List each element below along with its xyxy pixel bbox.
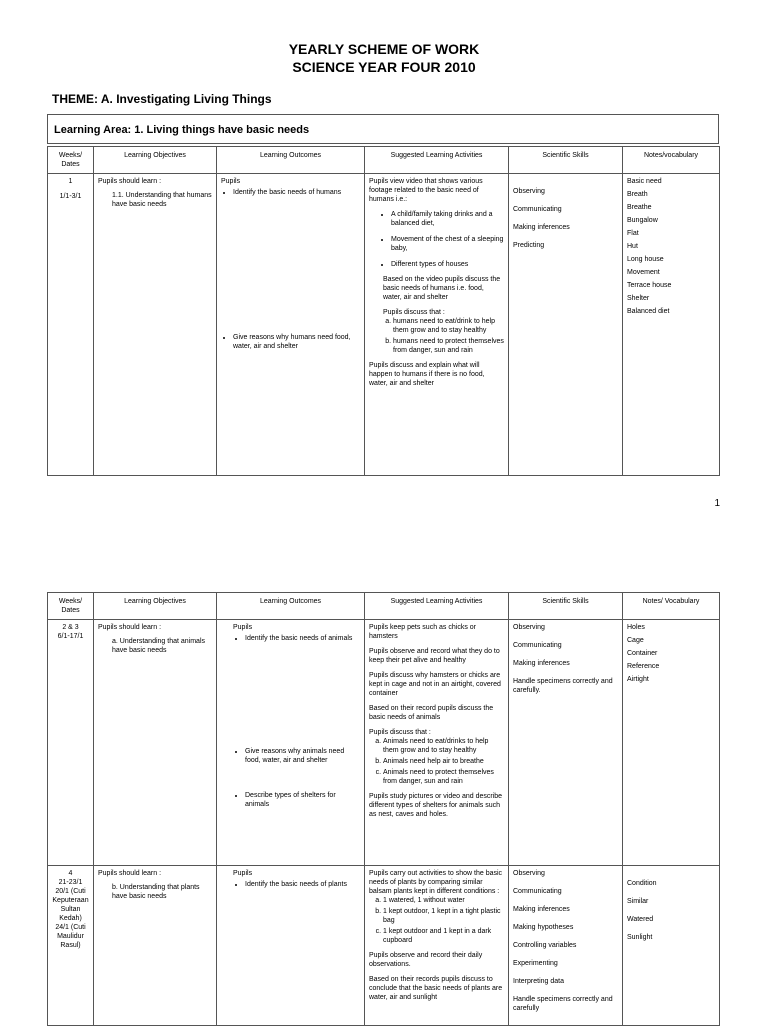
activity-item: b. humans need to protect themselves from danger, sun and rain xyxy=(393,337,504,355)
vocab-item: Cage xyxy=(627,637,644,644)
skill-item: Observing xyxy=(513,188,545,195)
activity-text: Pupils discuss that : xyxy=(369,729,431,736)
activities-cell xyxy=(365,620,509,866)
header-outcomes: Learning Outcomes xyxy=(217,593,365,620)
vocab-item: Airtight xyxy=(627,676,649,683)
vocab-item: Similar xyxy=(627,898,649,905)
skill-item: Interpreting data xyxy=(513,978,564,985)
activity-text: Pupils view video that shows various footage related to the basic need of humans i.e.: xyxy=(369,178,483,203)
activities-cell xyxy=(365,174,509,476)
header-objectives: Learning Objectives xyxy=(94,593,217,620)
table-row xyxy=(48,174,720,476)
activities-cell xyxy=(365,866,509,1026)
activity-text: Pupils discuss that : xyxy=(383,309,445,316)
activity-item: c. Animals need to protect themselves from danger, sun and rain xyxy=(383,768,504,786)
objective-item: b. Understanding that plants have basic needs xyxy=(112,884,200,900)
skills-cell xyxy=(509,174,623,476)
document-subtitle: SCIENCE YEAR FOUR 2010 xyxy=(292,59,476,75)
header-objectives: Learning Objectives xyxy=(94,147,217,174)
table-header-row xyxy=(48,593,720,620)
header-skills: Scientific Skills xyxy=(509,593,623,620)
skill-item: Making inferences xyxy=(513,660,570,667)
vocab-item: Flat xyxy=(627,230,639,237)
header-notes: Notes/ Vocabulary xyxy=(623,593,720,620)
vocab-item: Sunlight xyxy=(627,934,653,941)
header-activities: Suggested Learning Activities xyxy=(365,593,509,620)
outcome-intro: Pupils xyxy=(233,624,253,631)
outcomes-cell xyxy=(217,866,365,1026)
vocab-item: Terrace house xyxy=(627,282,672,289)
objectives-cell xyxy=(94,620,217,866)
week-number: 2 & 3 xyxy=(62,624,79,631)
activity-item: • Movement of the chest of a sleeping baby, xyxy=(391,235,504,253)
outcome-item: • Give reasons why animals need food, water, air and shelter xyxy=(245,747,360,765)
vocab-item: Container xyxy=(627,650,658,657)
week-number: 1 xyxy=(68,178,73,185)
objective-intro: Pupils should learn : xyxy=(98,870,162,877)
outcomes-cell xyxy=(217,620,365,866)
objective-item: 1.1. Understanding that humans have basic needs xyxy=(112,192,212,208)
scheme-table-page-1 xyxy=(47,146,720,476)
vocab-item: Hut xyxy=(627,243,638,250)
vocab-item: Breath xyxy=(627,191,648,198)
skills-cell xyxy=(509,866,623,1026)
skill-item: Making inferences xyxy=(513,906,570,913)
skill-item: Making hypotheses xyxy=(513,924,574,931)
header-skills: Scientific Skills xyxy=(509,147,623,174)
activity-text: Pupils discuss why hamsters or chicks are kept in cage and not in an airtight, covered container xyxy=(369,672,501,697)
week-dates: 21-23/1 20/1 (Cuti Keputeraan Sultan Kedah) 24/1 (Cuti Maulidur Rasul) xyxy=(52,879,89,949)
week-dates: 1/1-3/1 xyxy=(59,193,82,200)
vocab-item: Movement xyxy=(627,269,660,276)
notes-cell xyxy=(623,620,720,866)
vocab-item: Long house xyxy=(627,256,664,263)
skill-item: Predicting xyxy=(513,242,545,249)
activity-item: a. 1 watered, 1 without water xyxy=(383,896,504,905)
vocab-item: Condition xyxy=(627,880,657,887)
outcome-item: • Give reasons why humans need food, water, air and shelter xyxy=(233,333,360,351)
header-notes: Notes/vocabulary xyxy=(623,147,720,174)
vocab-item: Holes xyxy=(627,624,645,631)
activity-item: a. Animals need to eat/drinks to help them grow and to stay healthy xyxy=(383,737,504,755)
activity-text: Pupils study pictures or video and describe different types of shelters for animals such as nest, caves and holes. xyxy=(369,793,503,818)
activity-text: Based on the video pupils discuss the basic needs of humans i.e. food, water, air and shelter xyxy=(383,276,501,301)
skill-item: Handle specimens correctly and carefully xyxy=(513,996,613,1012)
vocab-item: Reference xyxy=(627,663,660,670)
activity-item: a. humans need to eat/drink to help them grow and to stay healthy xyxy=(393,317,504,335)
activity-item: c. 1 kept outdoor and 1 kept in a dark cupboard xyxy=(383,927,504,945)
skill-item: Observing xyxy=(513,870,545,877)
objective-intro: Pupils should learn : xyxy=(98,624,162,631)
outcome-intro: Pupils xyxy=(233,870,253,877)
outcome-item: • Identify the basic needs of animals xyxy=(245,634,360,643)
outcome-item: • Describe types of shelters for animals xyxy=(245,791,360,809)
activity-text: Pupils keep pets such as chicks or hamsters xyxy=(369,624,476,640)
skill-item: Handle specimens correctly and carefully. xyxy=(513,678,613,694)
vocab-item: Basic need xyxy=(627,178,662,185)
header-weeks: Weeks/ Dates xyxy=(48,593,94,620)
activity-text: Pupils discuss and explain what will happen to humans if there is no food, water, air and shelter xyxy=(369,362,485,387)
week-dates: 6/1-17/1 xyxy=(57,633,84,640)
header-weeks: Weeks/ Dates xyxy=(48,147,94,174)
outcomes-cell xyxy=(217,174,365,476)
outcome-item: • Identify the basic needs of humans xyxy=(233,188,360,197)
page-number: 1 xyxy=(714,498,720,509)
week-cell xyxy=(48,866,94,1026)
skill-item: Communicating xyxy=(513,642,562,649)
activity-text: Pupils carry out activities to show the basic needs of plants by comparing similar balsam plants kept in different conditions : xyxy=(369,870,503,895)
header-outcomes: Learning Outcomes xyxy=(217,147,365,174)
page-2 xyxy=(0,520,768,1024)
week-number: 4 xyxy=(68,870,73,877)
week-cell xyxy=(48,620,94,866)
skill-item: Observing xyxy=(513,624,545,631)
skills-cell xyxy=(509,620,623,866)
table-row xyxy=(48,866,720,1026)
week-cell xyxy=(48,174,94,476)
document-title: YEARLY SCHEME OF WORK xyxy=(288,41,480,57)
objectives-cell xyxy=(94,866,217,1026)
activity-item: b. 1 kept outdoor, 1 kept in a tight plastic bag xyxy=(383,907,504,925)
vocab-item: Watered xyxy=(627,916,654,923)
skill-item: Making inferences xyxy=(513,224,570,231)
activity-text: Pupils observe and record their daily observations. xyxy=(369,952,483,968)
activity-item: b. Animals need help air to breathe xyxy=(383,757,504,766)
activity-text: Pupils observe and record what they do to keep their pet alive and healthy xyxy=(369,648,500,664)
learning-area-heading: Learning Area: 1. Living things have basic needs xyxy=(47,114,719,144)
activity-text: Based on their records pupils discuss to conclude that the basic needs of plants are water, air and sunlight xyxy=(369,976,503,1001)
skill-item: Experimenting xyxy=(513,960,558,967)
skill-item: Controlling variables xyxy=(513,942,577,949)
notes-cell xyxy=(623,866,720,1026)
objectives-cell xyxy=(94,174,217,476)
vocab-item: Balanced diet xyxy=(627,308,670,315)
theme-heading: THEME: A. Investigating Living Things xyxy=(52,92,272,106)
scheme-table-page-2 xyxy=(47,592,720,1026)
table-header-row xyxy=(48,147,720,174)
objective-intro: Pupils should learn : xyxy=(98,178,162,185)
skill-item: Communicating xyxy=(513,206,562,213)
activity-text: Based on their record pupils discuss the basic needs of animals xyxy=(369,705,494,721)
outcome-intro: Pupils xyxy=(221,178,241,185)
vocab-item: Breathe xyxy=(627,204,652,211)
activity-item: • A child/family taking drinks and a balanced diet, xyxy=(391,210,504,228)
vocab-item: Bungalow xyxy=(627,217,658,224)
vocab-item: Shelter xyxy=(627,295,650,302)
skill-item: Communicating xyxy=(513,888,562,895)
table-row xyxy=(48,620,720,866)
activity-item: • Different types of houses xyxy=(391,260,504,269)
objective-item: a. Understanding that animals have basic needs xyxy=(112,638,205,654)
notes-cell xyxy=(623,174,720,476)
outcome-item: • Identify the basic needs of plants xyxy=(245,880,360,889)
header-activities: Suggested Learning Activities xyxy=(365,147,509,174)
